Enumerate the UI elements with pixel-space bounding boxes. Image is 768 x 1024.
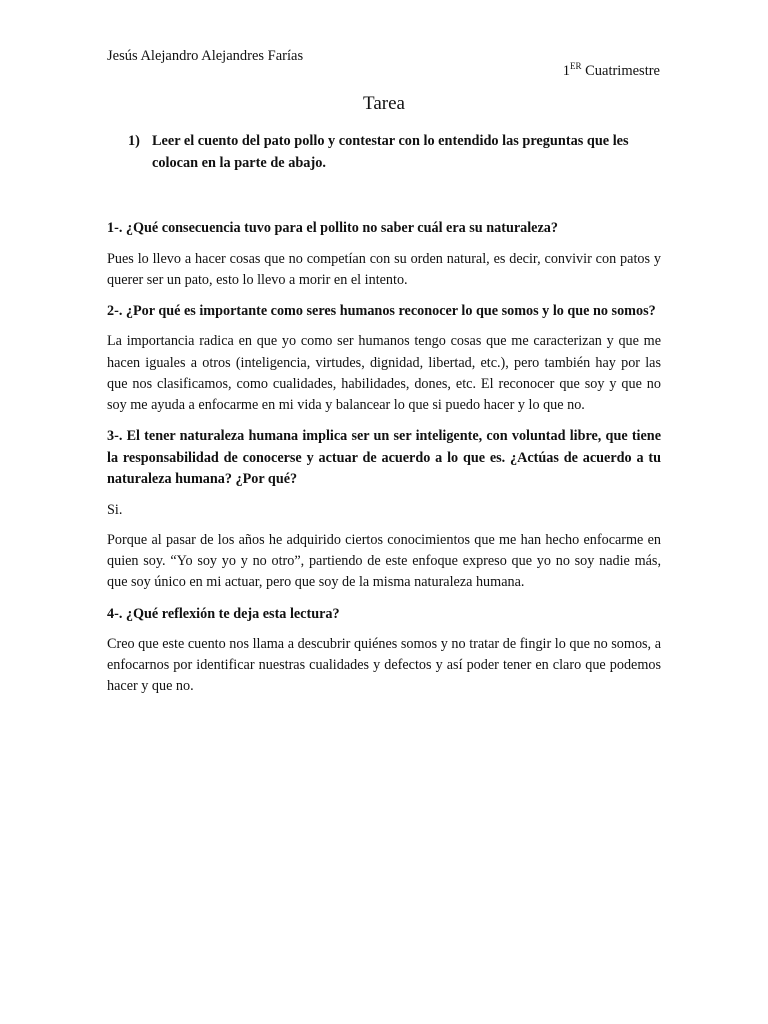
answer-2: La importancia radica en que yo como ser humanos tengo cosas que me caracterizan y que me hacen iguales a otros (inteligencia, virtudes, dignidad, libertad, etc.), pero también hay por las que nos clasificamos, como cualidades, habilidades, dones, etc. El reconocer que soy y que no soy me ayuda a enfocarme en mi vida y balancear lo que si puedo hacer y lo que no. xyxy=(107,333,661,414)
answer-3-short: Si. xyxy=(107,501,123,518)
questions-section xyxy=(107,218,661,707)
term-text: Cuatrimestre xyxy=(585,63,660,79)
author-name: Jesús Alejandro Alejandres Farías xyxy=(107,48,304,64)
question-1: 1-. ¿Qué consecuencia tuvo para el pollito no saber cuál era su naturaleza? xyxy=(107,220,558,236)
term-label xyxy=(563,61,660,81)
answer-4: Creo que este cuento nos llama a descubrir quiénes somos y no tratar de fingir lo que no somos, a enfocarnos por identificar nuestras cualidades y defectos y así poder tener en claro que podemos hacer y que no. xyxy=(107,636,661,695)
question-4: 4-. ¿Qué reflexión te deja esta lectura? xyxy=(107,605,340,622)
instruction-number: 1) xyxy=(128,133,140,149)
question-3: 3-. El tener naturaleza humana implica ser un ser inteligente, con voluntad libre, que tiene la responsabilidad de conocerse y actuar de acuerdo a lo que es. ¿Actúas de acuerdo a tu naturaleza humana? ¿Por qué? xyxy=(107,428,661,488)
answer-1: Pues lo llevo a hacer cosas que no competían con su orden natural, es decir, convivir con patos y querer ser un pato, esto lo llevo a morir en el intento. xyxy=(107,250,661,288)
page-title: Tarea xyxy=(363,93,405,114)
answer-3: Porque al pasar de los años he adquirido ciertos conocimientos que me han hecho enfocarme en quien soy. “Yo soy yo y no otro”, partiendo de este enfoque expreso que yo no soy nadie más, que soy único en mi actuar, pero que soy de la misma naturaleza humana. xyxy=(107,531,661,591)
question-2: 2-. ¿Por qué es importante como seres humanos reconocer lo que somos y lo que no somos? xyxy=(107,302,656,319)
term-superscript: ER xyxy=(569,61,582,71)
instruction-item xyxy=(128,130,668,174)
instruction-text: Leer el cuento del pato pollo y contestar con lo entendido las preguntas que les colocan en la parte de abajo. xyxy=(152,133,629,171)
term-number: 1 xyxy=(562,63,570,79)
